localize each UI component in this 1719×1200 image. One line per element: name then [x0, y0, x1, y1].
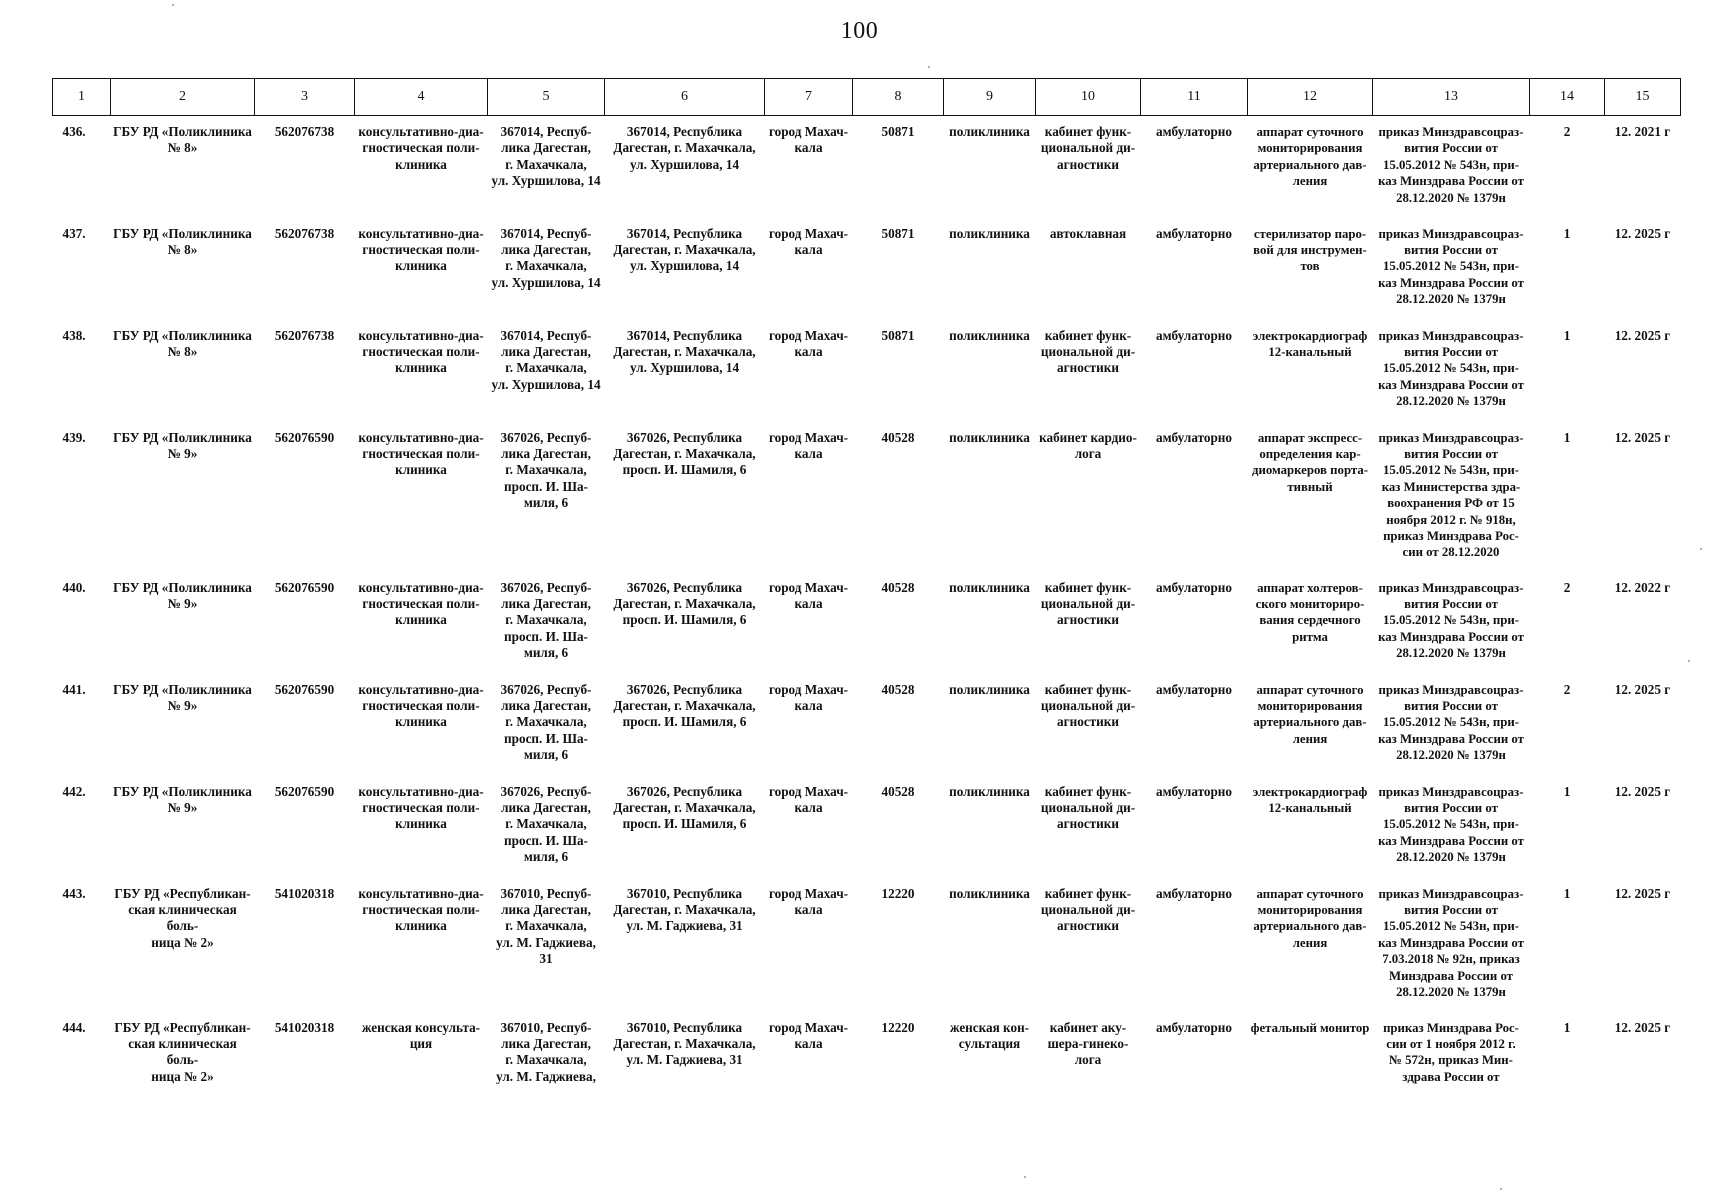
column-header-7: 7	[765, 79, 853, 116]
cell-col-14: 1	[1563, 225, 1571, 241]
cell-col-2: ГБУ РД «Республикан- ская клиническая боль- ница № 2»	[114, 885, 251, 950]
cell-col-5: 367014, Респуб- лика Дагестан, г. Махачкала, ул. Хуршилова, 14	[491, 225, 601, 290]
column-header-4: 4	[355, 79, 488, 116]
cell-col-3: 562076590	[274, 681, 335, 697]
cell-col-8: 40528	[881, 783, 915, 799]
cell-col-13: приказ Минздравсоцраз- вития России от 15.05.2012 № 543н, при- каз Минздрава России от 28.12.2020 № 1379н	[1378, 226, 1524, 307]
cell-col-1: 442.	[62, 783, 86, 799]
cell-col-4: консультативно-диа- гностическая поли- клиника	[358, 579, 484, 628]
cell-col-6: 367014, Республика Дагестан, г. Махачкала, ул. Хуршилова, 14	[613, 225, 756, 274]
column-header-12: 12	[1248, 79, 1373, 116]
cell-col-8: 40528	[881, 579, 915, 595]
cell-col-2: ГБУ РД «Поликлиника № 9»	[113, 579, 252, 611]
table-row	[53, 878, 1681, 1012]
cell-col-10: кабинет функ- циональной ди- агностики	[1040, 681, 1136, 730]
cell-col-11: амбулаторно	[1155, 681, 1232, 697]
cell-col-4: консультативно-диа- гностическая поли- клиника	[358, 327, 484, 376]
cell-col-5: 367010, Респуб- лика Дагестан, г. Махачкала, ул. М. Гаджиева,	[496, 1019, 596, 1084]
cell-col-11: амбулаторно	[1155, 225, 1232, 241]
cell-col-9: поликлиника	[949, 327, 1030, 343]
cell-col-13: приказ Минздравсоцраз- вития России от 15.05.2012 № 543н, при- каз Минздрава России от 28.12.2020 № 1379н	[1378, 125, 1524, 205]
cell-col-4: консультативно-диа- гностическая поли- клиника	[358, 885, 484, 934]
cell-col-7: город Махач- кала	[768, 327, 849, 359]
cell-col-14: 1	[1563, 1019, 1571, 1035]
cell-col-1: 438.	[62, 327, 86, 343]
cell-col-2: ГБУ РД «Поликлиника № 9»	[113, 783, 252, 815]
cell-col-3: 562076738	[274, 225, 335, 241]
cell-col-6: 367026, Республика Дагестан, г. Махачкала, просп. И. Шамиля, 6	[613, 429, 756, 478]
cell-col-7: город Махач- кала	[768, 783, 849, 815]
cell-col-14: 1	[1563, 783, 1571, 799]
cell-col-4: консультативно-диа- гностическая поли- клиника	[358, 681, 484, 730]
cell-col-3: 562076738	[274, 124, 335, 139]
cell-col-3: 562076590	[274, 429, 335, 445]
cell-col-1: 439.	[62, 429, 86, 445]
cell-col-13: приказ Минздравсоцраз- вития России от 15.05.2012 № 543н, при- каз Минздрава России от 28.12.2020 № 1379н	[1378, 580, 1524, 661]
cell-col-1: 443.	[62, 885, 86, 901]
cell-col-9: поликлиника	[949, 783, 1030, 799]
cell-col-9: поликлиника	[949, 124, 1030, 139]
cell-col-15: 12. 2022 г	[1614, 579, 1671, 595]
cell-col-15: 12. 2025 г	[1614, 1019, 1671, 1035]
cell-col-12: аппарат суточного мониторирования артериального дав- ления	[1253, 886, 1367, 950]
cell-col-10: автоклавная	[1049, 225, 1127, 241]
cell-col-2: ГБУ РД «Республикан- ская клиническая боль- ница № 2»	[114, 1019, 251, 1084]
cell-col-2: ГБУ РД «Поликлиника № 8»	[113, 124, 252, 156]
cell-col-8: 40528	[881, 681, 915, 697]
cell-col-8: 50871	[881, 225, 915, 241]
cell-col-7: город Махач- кала	[768, 885, 849, 917]
cell-col-15: 12. 2025 г	[1614, 681, 1671, 697]
column-header-5: 5	[488, 79, 605, 116]
cell-col-8: 50871	[881, 124, 915, 139]
cell-col-14: 2	[1563, 124, 1571, 139]
cell-col-12: электрокардиограф 12-канальный	[1252, 784, 1368, 815]
column-header-11: 11	[1141, 79, 1248, 116]
cell-col-10: кабинет кардио- лога	[1039, 429, 1137, 461]
table-body	[53, 116, 1681, 1092]
cell-col-9: поликлиника	[949, 429, 1030, 445]
cell-col-15: 12. 2025 г	[1614, 327, 1671, 343]
registry-table	[52, 78, 1681, 1092]
cell-col-9: поликлиника	[949, 681, 1030, 697]
cell-col-9: женская кон- сультация	[949, 1019, 1030, 1051]
cell-col-9: поликлиника	[949, 885, 1030, 901]
cell-col-7: город Махач- кала	[768, 681, 849, 713]
cell-col-4: женская консульта- ция	[361, 1019, 481, 1051]
cell-col-5: 367026, Респуб- лика Дагестан, г. Махачкала, просп. И. Ша- миля, 6	[500, 783, 592, 865]
cell-col-3: 541020318	[274, 885, 335, 901]
cell-col-4: консультативно-диа- гностическая поли- клиника	[358, 783, 484, 832]
cell-col-12: аппарат суточного мониторирования артериального дав- ления	[1253, 682, 1367, 746]
cell-col-12: аппарат холтеров- ского мониториро- вания сердечного ритма	[1255, 580, 1365, 644]
cell-col-3: 562076590	[274, 783, 335, 799]
cell-col-6: 367026, Республика Дагестан, г. Махачкала, просп. И. Шамиля, 6	[613, 579, 756, 628]
cell-col-13: приказ Минздравсоцраз- вития России от 15.05.2012 № 543н, при- каз Минздрава России от 28.12.2020 № 1379н	[1378, 328, 1524, 409]
cell-col-10: кабинет функ- циональной ди- агностики	[1040, 783, 1136, 832]
cell-col-15: 12. 2025 г	[1614, 429, 1671, 445]
table-row	[53, 1012, 1681, 1092]
cell-col-8: 12220	[881, 885, 915, 901]
cell-col-1: 440.	[62, 579, 86, 595]
cell-col-6: 367014, Республика Дагестан, г. Махачкала, ул. Хуршилова, 14	[613, 124, 756, 172]
cell-col-4: консультативно-диа- гностическая поли- клиника	[358, 225, 484, 274]
cell-col-2: ГБУ РД «Поликлиника № 8»	[113, 327, 252, 359]
cell-col-11: амбулаторно	[1155, 124, 1232, 139]
cell-col-6: 367010, Республика Дагестан, г. Махачкала, ул. М. Гаджиева, 31	[613, 885, 756, 934]
cell-col-10: кабинет функ- циональной ди- агностики	[1040, 885, 1136, 934]
cell-col-15: 12. 2025 г	[1614, 783, 1671, 799]
cell-col-11: амбулаторно	[1155, 1019, 1232, 1035]
table-row	[53, 572, 1681, 674]
cell-col-7: город Махач- кала	[768, 429, 849, 461]
cell-col-14: 2	[1563, 579, 1571, 595]
cell-col-5: 367014, Респуб- лика Дагестан, г. Махачкала, ул. Хуршилова, 14	[491, 327, 601, 392]
cell-col-15: 12. 2025 г	[1614, 885, 1671, 901]
table-row	[53, 422, 1681, 572]
column-header-8: 8	[853, 79, 944, 116]
cell-col-7: город Махач- кала	[768, 1019, 849, 1051]
cell-col-2: ГБУ РД «Поликлиника № 9»	[113, 681, 252, 713]
cell-col-14: 1	[1563, 885, 1571, 901]
cell-col-11: амбулаторно	[1155, 327, 1232, 343]
cell-col-13: приказ Минздравсоцраз- вития России от 15.05.2012 № 543н, при- каз Минздрава России от 28.12.2020 № 1379н	[1378, 682, 1524, 763]
cell-col-5: 367026, Респуб- лика Дагестан, г. Махачкала, просп. И. Ша- миля, 6	[500, 579, 592, 661]
cell-col-4: консультативно-диа- гностическая поли- клиника	[358, 429, 484, 478]
cell-col-12: фетальный монитор	[1250, 1020, 1370, 1035]
table-row	[53, 320, 1681, 422]
cell-col-1: 441.	[62, 681, 86, 697]
cell-col-11: амбулаторно	[1155, 429, 1232, 445]
cell-col-2: ГБУ РД «Поликлиника № 8»	[113, 225, 252, 257]
cell-col-8: 50871	[881, 327, 915, 343]
table-header-row	[53, 79, 1681, 116]
cell-col-12: стерилизатор паро- вой для инструмен- тов	[1253, 226, 1367, 274]
cell-col-4: консультативно-диа- гностическая поли- клиника	[358, 124, 484, 172]
table-row	[53, 218, 1681, 320]
cell-col-13: приказ Минздравсоцраз- вития России от 15.05.2012 № 543н, при- каз Минздрава России от 7.03.2018 № 92н, приказ Минздрава России от 28.12.2020 № 1379н	[1378, 886, 1524, 999]
cell-col-12: аппарат суточного мониторирования артериального дав- ления	[1253, 125, 1367, 189]
cell-col-3: 562076590	[274, 579, 335, 595]
cell-col-7: город Махач- кала	[768, 579, 849, 611]
cell-col-11: амбулаторно	[1155, 783, 1232, 799]
table-row	[53, 674, 1681, 776]
column-header-13: 13	[1373, 79, 1530, 116]
cell-col-6: 367026, Республика Дагестан, г. Махачкала, просп. И. Шамиля, 6	[613, 783, 756, 832]
cell-col-6: 367014, Республика Дагестан, г. Махачкала, ул. Хуршилова, 14	[613, 327, 756, 376]
column-header-15: 15	[1605, 79, 1681, 116]
cell-col-14: 1	[1563, 327, 1571, 343]
column-header-9: 9	[944, 79, 1036, 116]
column-header-10: 10	[1036, 79, 1141, 116]
cell-col-8: 40528	[881, 429, 915, 445]
cell-col-1: 444.	[62, 1019, 86, 1035]
cell-col-6: 367010, Республика Дагестан, г. Махачкала, ул. М. Гаджиева, 31	[613, 1019, 756, 1068]
cell-col-10: кабинет аку- шера-гинеко- лога	[1047, 1019, 1129, 1068]
cell-col-5: 367026, Респуб- лика Дагестан, г. Махачкала, просп. И. Ша- миля, 6	[500, 681, 592, 763]
cell-col-10: кабинет функ- циональной ди- агностики	[1040, 327, 1136, 376]
cell-col-5: 367026, Респуб- лика Дагестан, г. Махачкала, просп. И. Ша- миля, 6	[500, 429, 592, 511]
cell-col-14: 2	[1563, 681, 1571, 697]
cell-col-15: 12. 2021 г	[1614, 124, 1671, 139]
cell-col-1: 437.	[62, 225, 86, 241]
cell-col-5: 367014, Респуб- лика Дагестан, г. Махачкала, ул. Хуршилова, 14	[491, 124, 601, 189]
cell-col-1: 436.	[62, 124, 86, 139]
column-header-3: 3	[255, 79, 355, 116]
cell-col-9: поликлиника	[949, 225, 1030, 241]
column-header-14: 14	[1530, 79, 1605, 116]
table-row	[53, 776, 1681, 878]
cell-col-11: амбулаторно	[1155, 579, 1232, 595]
column-header-2: 2	[111, 79, 255, 116]
cell-col-3: 562076738	[274, 327, 335, 343]
column-header-6: 6	[605, 79, 765, 116]
cell-col-10: кабинет функ- циональной ди- агностики	[1040, 579, 1136, 628]
column-header-1: 1	[53, 79, 111, 116]
table-row	[53, 116, 1681, 218]
cell-col-5: 367010, Респуб- лика Дагестан, г. Махачкала, ул. М. Гаджиева, 31	[496, 885, 596, 967]
page-number: 100	[840, 18, 879, 44]
cell-col-12: аппарат экспресс- определения кар- диомаркеров порта- тивный	[1251, 430, 1368, 494]
cell-col-13: приказ Минздравсоцраз- вития России от 15.05.2012 № 543н, при- каз Минздрава России от 28.12.2020 № 1379н	[1378, 784, 1524, 865]
cell-col-10: кабинет функ- циональной ди- агностики	[1040, 124, 1136, 172]
cell-col-13: приказ Минздравсоцраз- вития России от 15.05.2012 № 543н, при- каз Министерства здра- воохранения РФ от 15 ноября 2012 г. № 918н, приказ Минздрава Рос- сии от 28.12.2020	[1378, 430, 1524, 560]
cell-col-3: 541020318	[274, 1019, 335, 1035]
cell-col-6: 367026, Республика Дагестан, г. Махачкала, просп. И. Шамиля, 6	[613, 681, 756, 730]
cell-col-11: амбулаторно	[1155, 885, 1232, 901]
cell-col-8: 12220	[881, 1019, 915, 1035]
cell-col-7: город Махач- кала	[768, 124, 849, 156]
cell-col-12: электрокардиограф 12-канальный	[1252, 328, 1368, 359]
cell-col-2: ГБУ РД «Поликлиника № 9»	[113, 429, 252, 461]
cell-col-15: 12. 2025 г	[1614, 225, 1671, 241]
cell-col-9: поликлиника	[949, 579, 1030, 595]
cell-col-7: город Махач- кала	[768, 225, 849, 257]
cell-col-13: приказ Минздрава Рос- сии от 1 ноября 2012 г. № 572н, приказ Мин- здрава России от	[1383, 1020, 1519, 1084]
cell-col-14: 1	[1563, 429, 1571, 445]
